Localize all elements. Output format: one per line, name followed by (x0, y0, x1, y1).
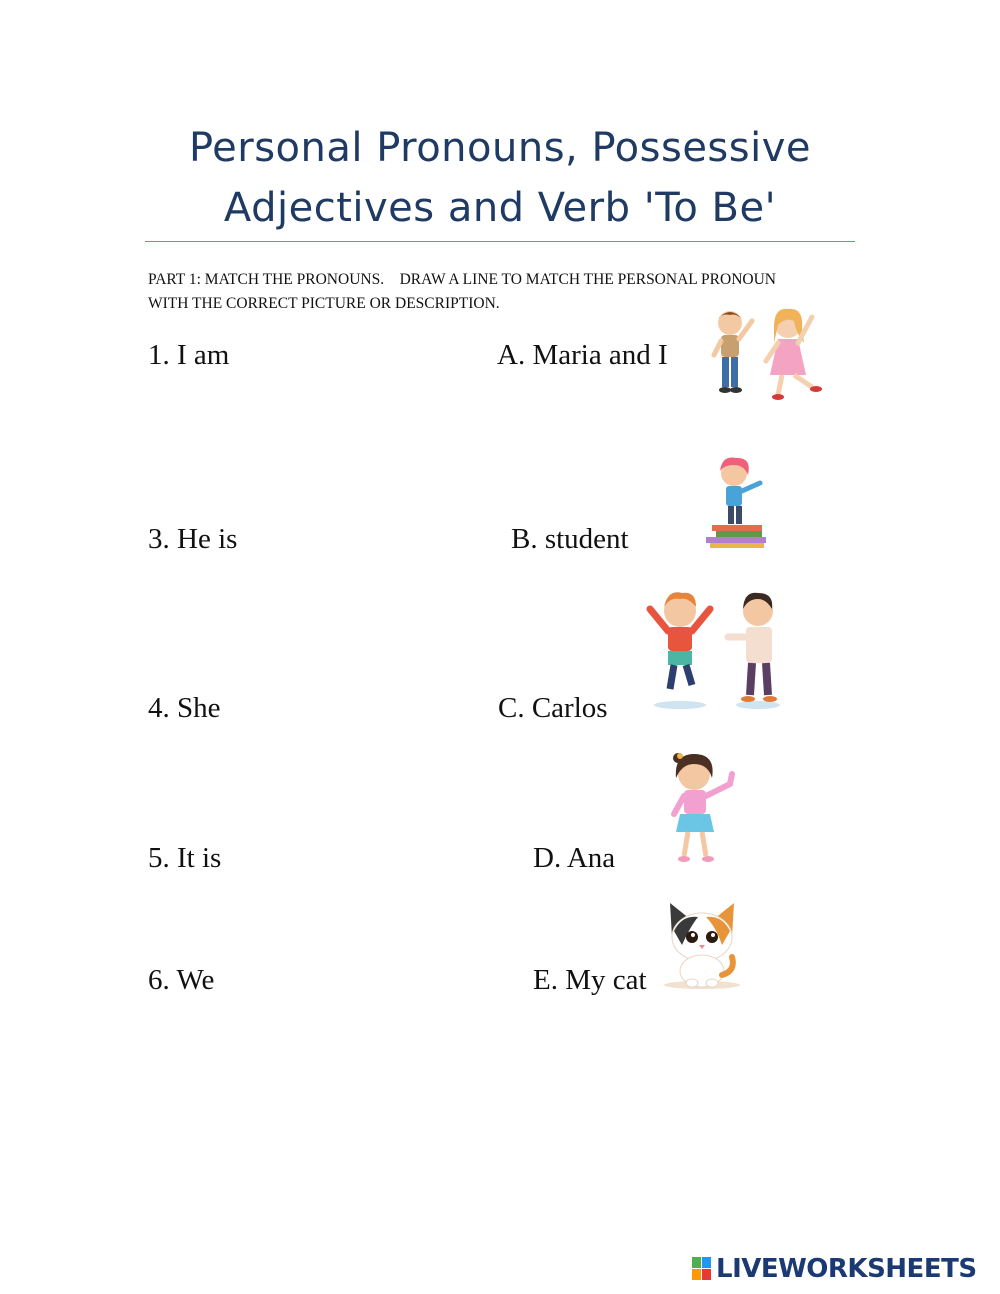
boy-and-girl-picture (708, 303, 828, 405)
instructions-line-1: PART 1: MATCH THE PRONOUNS. DRAW A LINE TO MATCH THE PERSONAL PRONOUN (148, 271, 776, 288)
girl-picture (664, 748, 744, 868)
instructions-line-2: WITH THE CORRECT PICTURE OR DESCRIPTION. (148, 295, 500, 312)
left-item-1[interactable]: 1. I am (148, 339, 230, 371)
student-on-books-picture (704, 455, 774, 550)
left-item-4[interactable]: 4. She (148, 692, 221, 724)
left-item-5[interactable]: 5. It is (148, 842, 222, 874)
logo-text: LIVEWORKSHEETS (716, 1254, 977, 1284)
title-line-1: Personal Pronouns, Possessive (188, 125, 812, 171)
right-item-a[interactable]: A. Maria and I (497, 339, 668, 371)
two-boys-picture (640, 585, 790, 713)
title-line-2: Adjectives and Verb 'To Be' (223, 185, 777, 231)
left-item-6[interactable]: 6. We (148, 964, 215, 996)
liveworksheets-logo-icon (692, 1257, 712, 1281)
cat-picture (662, 897, 744, 992)
left-item-3[interactable]: 3. He is (148, 523, 238, 555)
right-item-d[interactable]: D. Ana (533, 842, 616, 874)
right-item-b[interactable]: B. student (511, 523, 629, 555)
right-item-e[interactable]: E. My cat (533, 964, 647, 996)
title-divider (145, 241, 855, 242)
liveworksheets-logo[interactable] (692, 1254, 988, 1284)
worksheet-title (145, 118, 855, 238)
right-item-c[interactable]: C. Carlos (498, 692, 608, 724)
